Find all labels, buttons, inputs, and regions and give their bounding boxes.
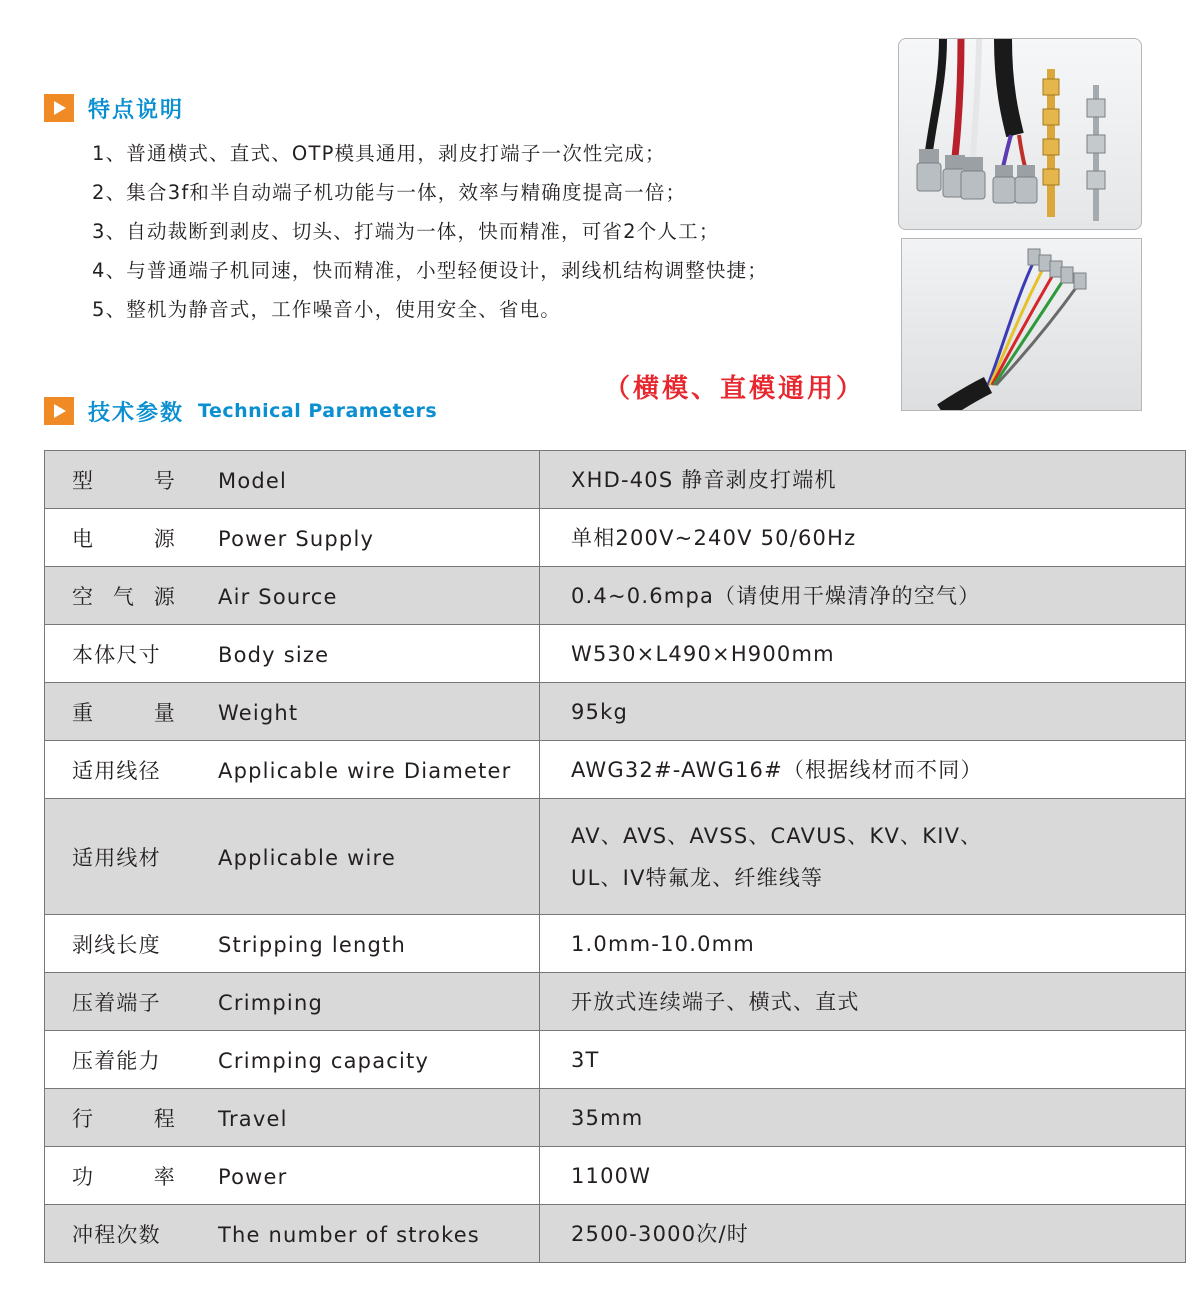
play-arrow-icon [44,397,74,425]
table-row [45,625,1186,683]
tech-title-en: Technical Parameters [198,400,438,422]
param-name-en: Body size [218,642,330,667]
param-name-en: Power [218,1164,288,1189]
param-name-cn: 型号 [72,468,176,493]
param-value: 2500-3000次/时 [571,1221,749,1246]
param-name-cn: 压着端子 [72,990,161,1015]
table-row [45,741,1186,799]
param-name-en: The number of strokes [218,1222,480,1247]
feature-item: 1、普通横式、直式、OTP模具通用，剥皮打端子一次性完成； [92,142,666,165]
param-name-cn: 压着能力 [72,1048,161,1073]
spec-table [44,450,1186,1263]
param-name-cn: 重量 [72,700,176,725]
param-value: 单相200V~240V 50/60Hz [571,525,857,550]
param-name-en: Travel [218,1106,288,1131]
table-row [45,1147,1186,1205]
param-name-cn: 冲程次数 [72,1222,161,1247]
param-name-en: Power Supply [218,526,375,551]
table-row [45,567,1186,625]
param-value: 开放式连续端子、横式、直式 [571,989,860,1014]
terminal-wires-photo [898,38,1142,230]
param-value: 35mm [571,1105,644,1130]
feature-item: 4、与普通端子机同速，快而精准，小型轻便设计，剥线机结构调整快捷； [92,259,769,282]
param-value: XHD-40S 静音剥皮打端机 [571,467,837,492]
table-row [45,509,1186,567]
multicolor-cable-photo [901,238,1142,411]
table-row [45,1031,1186,1089]
param-name-cn: 电源 [72,526,176,551]
param-name-en: Model [218,468,288,493]
table-row [45,915,1186,973]
param-name-cn: 功率 [72,1164,176,1189]
tech-header [44,396,437,426]
feature-item: 5、整机为静音式，工作噪音小，使用安全、省电。 [92,298,562,321]
table-row [45,973,1186,1031]
features-header [44,93,184,123]
play-arrow-icon [44,94,74,122]
param-name-en: Applicable wire Diameter [218,758,512,783]
table-row [45,683,1186,741]
param-value: 1100W [571,1163,652,1188]
features-title: 特点说明 [88,97,185,123]
param-value: 0.4~0.6mpa（请使用干燥清净的空气） [571,583,981,608]
compatibility-slogan: （横模、直模通用） [604,374,866,404]
param-name-cn: 剥线长度 [72,932,161,957]
table-row [45,1205,1186,1263]
table-row [45,451,1186,509]
param-value: 1.0mm-10.0mm [571,931,755,956]
param-name-cn: 适用线材 [72,845,161,870]
table-row [45,1089,1186,1147]
features-list [92,137,768,332]
param-value: UL、IV特氟龙、纤维线等 [571,865,824,890]
param-value: AV、AVS、AVSS、CAVUS、KV、KIV、 [571,823,983,848]
table-row [45,799,1186,915]
param-value: AWG32#-AWG16#（根据线材而不同） [571,757,983,782]
feature-item: 3、自动裁断到剥皮、切头、打端为一体，快而精准，可省2个人工； [92,220,720,243]
param-name-cn: 行程 [72,1106,176,1131]
param-name-en: Crimping [218,990,323,1015]
feature-item: 2、集合3f和半自动端子机功能与一体，效率与精确度提高一倍； [92,181,687,204]
param-name-cn: 空气源 [72,584,176,609]
param-name-en: Stripping length [218,932,406,957]
param-name-en: Crimping capacity [218,1048,430,1073]
param-name-en: Applicable wire [218,845,396,870]
param-name-cn: 适用线径 [72,758,161,783]
param-value: 95kg [571,699,629,724]
param-name-en: Weight [218,700,299,725]
param-name-cn: 本体尺寸 [72,642,161,667]
param-name-en: Air Source [218,584,338,609]
tech-title-cn: 技术参数 [88,400,185,426]
param-value: W530×L490×H900mm [571,641,835,666]
param-value: 3T [571,1047,600,1072]
